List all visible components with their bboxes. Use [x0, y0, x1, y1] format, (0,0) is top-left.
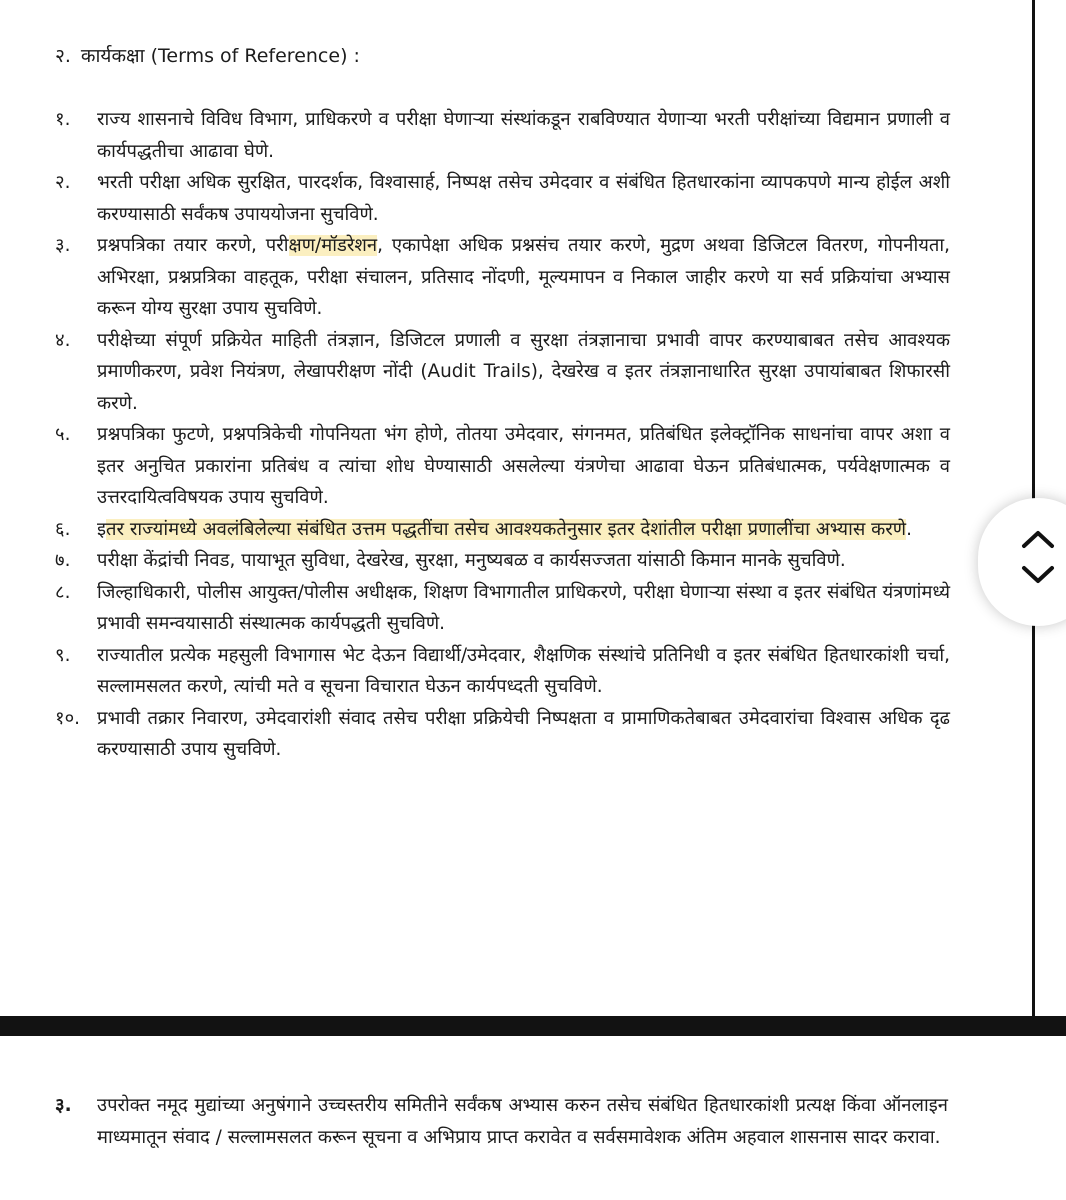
highlighted-text: तर राज्यांमध्ये अवलंबिलेल्या संबंधित उत्तम पद्धतींचा तसेच आवश्यकतेनुसार इतर देशांतील परीक्षा प्रणालींचा अभ्यास करणे: [106, 518, 907, 540]
item-number: ९.: [55, 644, 71, 666]
item-number: १.: [55, 109, 71, 130]
section-title: कार्यकक्षा (Terms of Reference) :: [80, 45, 360, 67]
item-text: जिल्हाधिकारी, पोलीस आयुक्त/पोलीस अधीक्षक, शिक्षण विभागातील प्राधिकरणे, परीक्षा घेणाऱ्या संस्था व इतर संबंधित यंत्रणांमध्ये प्रभावी समन्वयासाठी संस्थात्मक कार्यपद्धती सुचविणे.: [97, 581, 950, 634]
section-number: ३.: [55, 1095, 72, 1116]
item-text-part: प्रश्नपत्रिका तयार करणे, पर: [97, 235, 289, 256]
item-number: २.: [55, 172, 71, 193]
chevron-up-icon[interactable]: [1020, 528, 1056, 550]
list-item: [55, 104, 950, 167]
item-number: ४.: [55, 329, 71, 351]
list-item: [55, 545, 950, 577]
item-text-part: .: [906, 518, 912, 540]
terms-of-reference-list: [55, 104, 950, 766]
highlighted-text: ीक्षण/मॉडरेशन: [288, 235, 378, 256]
page-separator: [0, 1016, 1066, 1036]
list-item: [55, 703, 950, 766]
list-item: [55, 577, 950, 640]
item-text-part: इ: [97, 518, 107, 540]
item-text: प्रभावी तक्रार निवारण, उमेदवारांशी संवाद तसेच परीक्षा प्रक्रियेची निष्पक्षता व प्रामाणिकतेबाबत उमेदवारांचा विश्वास अधिक दृढ करण्यासाठी उपाय सुचविणे.: [97, 707, 950, 760]
list-item: [55, 640, 950, 703]
list-item: [55, 167, 950, 230]
item-text: राज्यातील प्रत्येक महसुली विभागास भेट देऊन विद्यार्थी/उमेदवार, शैक्षणिक संस्थांचे प्रतिनिधी व इतर संबंधित हितधारकांशी चर्चा, सल्लामसलत करणे, त्यांची मते व सूचना विचारात घेऊन कार्यपध्दती सुचविणे.: [97, 644, 950, 697]
list-item: [55, 514, 950, 546]
item-number: ५.: [55, 424, 71, 445]
chevron-down-icon[interactable]: [1020, 564, 1056, 586]
item-text: परीक्षेच्या संपूर्ण प्रक्रियेत माहिती तंत्रज्ञान, डिजिटल प्रणाली व सुरक्षा तंत्रज्ञानाचा प्रभावी वापर करण्याबाबत तसेच आवश्यक प्रमाणीकरण, प्रवेश नियंत्रण, लेखापरीक्षण नोंदी (Audit Trails), देखरेख व इतर तंत्रज्ञानाधारित सुरक्षा उपायांबाबत शिफारसी करणे.: [97, 329, 950, 414]
item-text: राज्य शासनाचे विविध विभाग, प्राधिकरणे व परीक्षा घेणाऱ्या संस्थांकडून राबविण्यात येणाऱ्या भरती परीक्षांच्या विद्यमान प्रणाली व कार्यपद्धतीचा आढावा घेणे.: [97, 109, 950, 162]
section-number: २.: [55, 45, 71, 67]
section-2-heading: [55, 42, 360, 70]
item-text: [97, 519, 912, 540]
paragraph-text: उपरोक्त नमूद मुद्यांच्या अनुषंगाने उच्चस्तरीय समितीने सर्वंकष अभ्यास करुन तसेच संबंधित हितधारकांशी प्रत्यक्ष किंवा ऑनलाइन माध्यमातून संवाद / सल्लामसलत करून सूचना व अभिप्राय प्राप्त करावेत व सर्वसमावेशक अंतिम अहवाल शासनास सादर करावा.: [97, 1095, 948, 1148]
item-text: प्रश्नपत्रिका फुटणे, प्रश्नपत्रिकेची गोपनियता भंग होणे, तोतया उमेदवार, संगनमत, प्रतिबंधित इलेक्ट्रॉनिक साधनांचा वापर अशा व इतर अनुचित प्रकारांना प्रतिबंध व त्यांचा शोध घेण्यासाठी असलेल्या यंत्रणेचा आढावा घेऊन प्रतिबंधात्मक, पर्यवेक्षणात्मक व उत्तरदायित्वविषयक उपाय सुचविणे.: [97, 424, 950, 508]
item-text-part: , एकापेक्षा अधिक प्रश्नसंच तयार करणे, मुद्रण अथवा डिजिटल वितरण, गोपनीयता, अभिरक्षा, प्रश्नप्रत्रिका वाहतूक, परीक्षा संचालन, प्रतिसाद नोंदणी, मूल्यमापन व निकाल जाहीर करणे या सर्व प्रक्रियांचा अभ्यास करून योग्य सुरक्षा उपाय सुचविणे.: [97, 235, 950, 319]
item-text: [97, 235, 950, 319]
item-number: ६.: [55, 518, 71, 540]
item-text: परीक्षा केंद्रांची निवड, पायाभूत सुविधा, देखरेख, सुरक्षा, मनुष्यबळ व कार्यसज्जता यांसाठी किमान मानके सुचविणे.: [97, 550, 846, 571]
list-item: [55, 230, 950, 325]
item-number: ७.: [55, 550, 71, 571]
section-3-paragraph: [55, 1090, 948, 1153]
list-item: [55, 419, 950, 514]
item-number: ८.: [55, 581, 71, 603]
item-number: ३.: [55, 235, 71, 256]
item-number: १०.: [55, 707, 80, 729]
list-item: [55, 325, 950, 420]
item-text: भरती परीक्षा अधिक सुरक्षित, पारदर्शक, विश्वासार्ह, निष्पक्ष तसेच उमेदवार व संबंधित हितधारकांना व्यापकपणे मान्य होईल अशी करण्यासाठी सर्वंकष उपाययोजना सुचविणे.: [97, 172, 950, 225]
